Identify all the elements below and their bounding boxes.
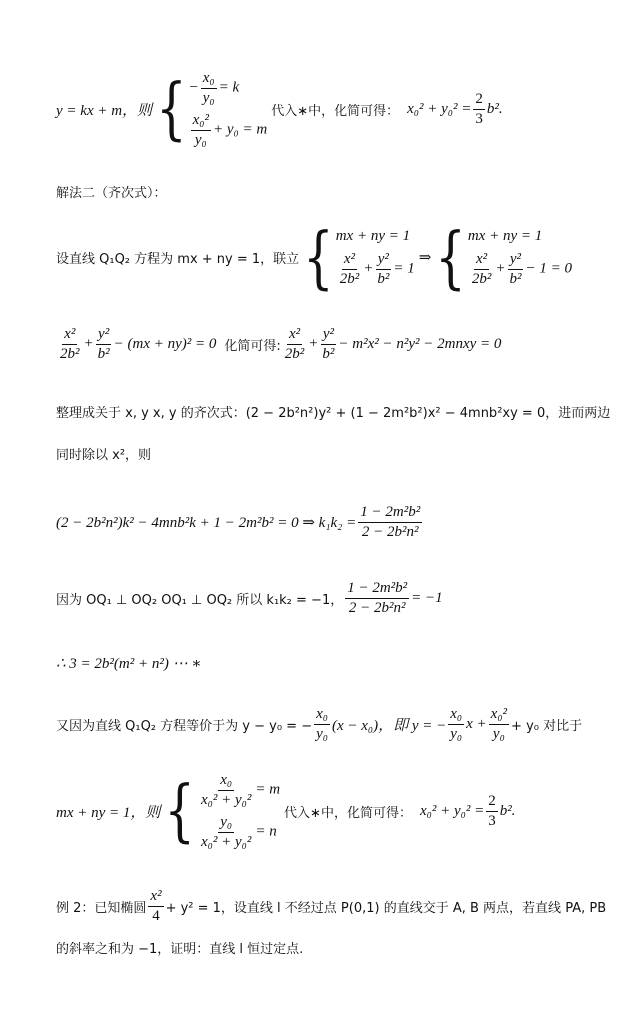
perpendicular-line: 因为 OQ₁ ⊥ OQ₂ OQ₁ ⊥ OQ₂ 所以 k₁k₂ = −1， $\frac{\text{1 − 2m²b²}}{\text{2 − 2b²n²}}$ = −1 (56, 580, 443, 616)
equation-system-1 (156, 70, 267, 148)
system3-eq-a: mx + ny = 1 (467, 228, 543, 244)
block-setup (56, 218, 576, 297)
lead-eq: y = kx + m，则 (56, 102, 153, 119)
implies-arrow: ⇒ (418, 250, 432, 266)
result-tail: b². (486, 100, 503, 117)
equivalent-line: 又因为直线 Q₁Q₂ 方程等价于为 y − y₀ = − $\frac{\text{x₀}}{\text{y₀}}$ (x − x₀)，即 y = − $\frac{\text{x₀}}{\text{y₀}}$ x + $\frac{\text{x₀²}}{\text{y₀}}$ + y₀ 对比于 (56, 706, 583, 742)
quadratic-line: (2 − 2b²n²)k² − 4mnb²k + 1 − 2m²b² = 0 ⇒ k₁k₂ = $\frac{\text{1 − 2m²b²}}{\text{2 − 2b²n²}}$ (56, 504, 421, 540)
divide-line: 同时除以 x²，则 (56, 448, 152, 463)
block-expand: $\frac{\text{x²}}{\text{2b²}}$ + $\frac{\text{y²}}{\text{b²}}$ − (mx + ny)² = 0 化简可得: $\frac{\text{x²}}{\text{2b²}}$ + $\frac{\text{y²}}{\text{b²}}$ − m²x² − n²y² − 2mnxy = 0 (60, 326, 502, 362)
system3-eq-b: $\frac{\text{x²}}{\text{2b²}}$ + $\frac{\text{y²}}{\text{b²}}$ − 1 = 0 (471, 251, 572, 287)
system-eq-1: − $\frac{\text{x₀}}{\text{y₀}}$ = k (188, 70, 240, 106)
homogeneous-line: 整理成关于 x, y x, y 的齐次式：(2 − 2b²n²)y² + (1 − 2m²b²)x² − 4mnb²xy = 0，进而两边 (56, 406, 611, 421)
equation-system-2: { mx + ny = 1 $\frac{\text{x²}}{\text{2b²}}$ + $\frac{\text{y²}}{\text{b²}}$ = 1 (303, 218, 415, 297)
result-lhs: x₀² + y₀² = (407, 100, 472, 117)
expanded-tail: − m²x² − n²y² − 2mnxy = 0 (338, 335, 502, 352)
example-2: 例 2：已知椭圆 $\frac{\text{x²}}{4}$ + y² = 1，设直线 l 不经过点 P(0,1) 的直线交于 A, B 两点，若直线 PA, PB (56, 888, 607, 924)
example-2-line2: 的斜率之和为 −1，证明：直线 l 恒过定点. (56, 942, 304, 957)
substitute-text: 代入∗中，化简可得： (271, 103, 400, 119)
system2-eq-b: $\frac{\text{x²}}{\text{2b²}}$ + $\frac{\text{y²}}{\text{b²}}$ = 1 (339, 251, 415, 287)
setup-lead: 设直线 Q₁Q₂ 方程为 mx + ny = 1，联立 (56, 252, 300, 267)
fraction-2-3: $\frac{2}{3}$ (475, 91, 483, 127)
equation-system-4: { $\frac{\text{x₀}}{\text{x₀² + y₀²}}$ = m $\frac{\text{y₀}}{\text{x₀² + y₀²}}$ = n (164, 771, 281, 851)
system-eq-2: $\frac{\text{x₀²}}{\text{y₀}}$ + y₀ = m (192, 112, 268, 148)
minus-square-term: − (mx + ny)² = 0 (113, 335, 217, 352)
block-mn-system: mx + ny = 1，则 { $\frac{\text{x₀}}{\text{x₀² + y₀²}}$ = m $\frac{\text{y₀}}{\text{x₀² + y₀²}}$ = n 代入∗中，化简可得： x₀² + y₀² = $\frac{2}{3}$ b². (56, 771, 516, 851)
method2-title: 解法二（齐次式）： (56, 186, 167, 201)
k1k2-fraction: $\frac{\text{1 − 2m²b²}}{\text{2 − 2b²n²}}$ (360, 504, 421, 540)
left-brace: { (156, 69, 187, 149)
equation-system-3: { mx + ny = 1 $\frac{\text{x²}}{\text{2b²}}$ + $\frac{\text{y²}}{\text{b²}}$ − 1 = 0 (435, 218, 572, 297)
simplify-text: 化简可得: (224, 338, 281, 354)
system2-eq-a: mx + ny = 1 (335, 228, 411, 244)
therefore-line: ∴ 3 = 2b²(m² + n²) ⋯ ∗ (56, 656, 202, 672)
perp-fraction: $\frac{\text{1 − 2m²b²}}{\text{2 − 2b²n²}}$ (347, 580, 408, 616)
block-kx-system (56, 70, 503, 148)
